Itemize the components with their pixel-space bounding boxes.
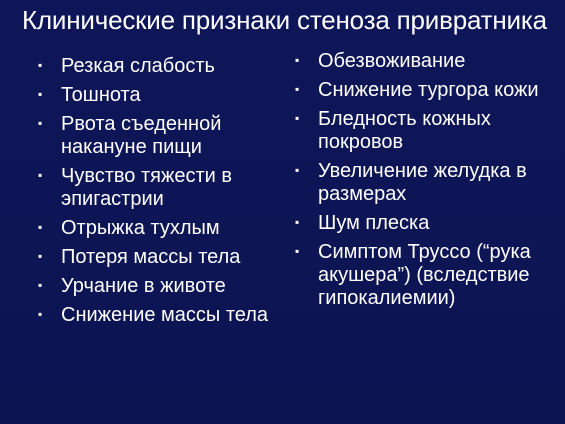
- list-item: [295, 108, 560, 154]
- square-bullet-icon: ▪: [38, 168, 43, 182]
- list-item: [38, 165, 288, 211]
- square-bullet-icon: ▪: [38, 278, 43, 292]
- list-item-text: Бледность кожных покровов: [318, 108, 491, 153]
- list-item: [38, 275, 288, 298]
- list-item-text: Обезвоживание: [318, 50, 466, 72]
- square-bullet-icon: ▪: [38, 220, 43, 234]
- square-bullet-icon: ▪: [295, 82, 300, 96]
- left-symptom-list: [38, 55, 288, 333]
- square-bullet-icon: ▪: [38, 87, 43, 101]
- square-bullet-icon: ▪: [295, 111, 300, 125]
- slide-title: Клинические признаки стеноза привратника: [22, 5, 547, 35]
- list-item: [295, 79, 560, 102]
- list-item-text: Тошнота: [61, 84, 141, 106]
- square-bullet-icon: ▪: [295, 244, 300, 258]
- list-item: [295, 50, 560, 73]
- list-item-text: Шум плеска: [318, 212, 430, 234]
- square-bullet-icon: ▪: [38, 249, 43, 263]
- list-item: [38, 217, 288, 240]
- list-item: [295, 160, 560, 206]
- list-item-text: Резкая слабость: [61, 55, 215, 77]
- list-item: [38, 84, 288, 107]
- square-bullet-icon: ▪: [295, 215, 300, 229]
- list-item: [295, 212, 560, 235]
- list-item-text: Снижение тургора кожи: [318, 79, 539, 101]
- list-item-text: Потеря массы тела: [61, 246, 241, 268]
- list-item-text: Рвота съеденной накануне пищи: [61, 113, 222, 158]
- list-item: [38, 55, 288, 78]
- square-bullet-icon: ▪: [38, 58, 43, 72]
- square-bullet-icon: ▪: [38, 116, 43, 130]
- list-item-text: Симптом Труссо (“рука акушера”) (вследствие гипокалиемии): [318, 241, 531, 309]
- list-item-text: Снижение массы тела: [61, 304, 269, 326]
- list-item-text: Отрыжка тухлым: [61, 217, 220, 239]
- list-item-text: Чувство тяжести в эпигастрии: [61, 165, 232, 210]
- square-bullet-icon: ▪: [38, 307, 43, 321]
- right-symptom-list: [295, 50, 560, 316]
- square-bullet-icon: ▪: [295, 53, 300, 67]
- list-item: [38, 304, 288, 327]
- list-item-text: Увеличение желудка в размерах: [318, 160, 527, 205]
- list-item: [38, 113, 288, 159]
- square-bullet-icon: ▪: [295, 163, 300, 177]
- list-item: [295, 241, 560, 310]
- list-item-text: Урчание в животе: [61, 275, 226, 297]
- list-item: [38, 246, 288, 269]
